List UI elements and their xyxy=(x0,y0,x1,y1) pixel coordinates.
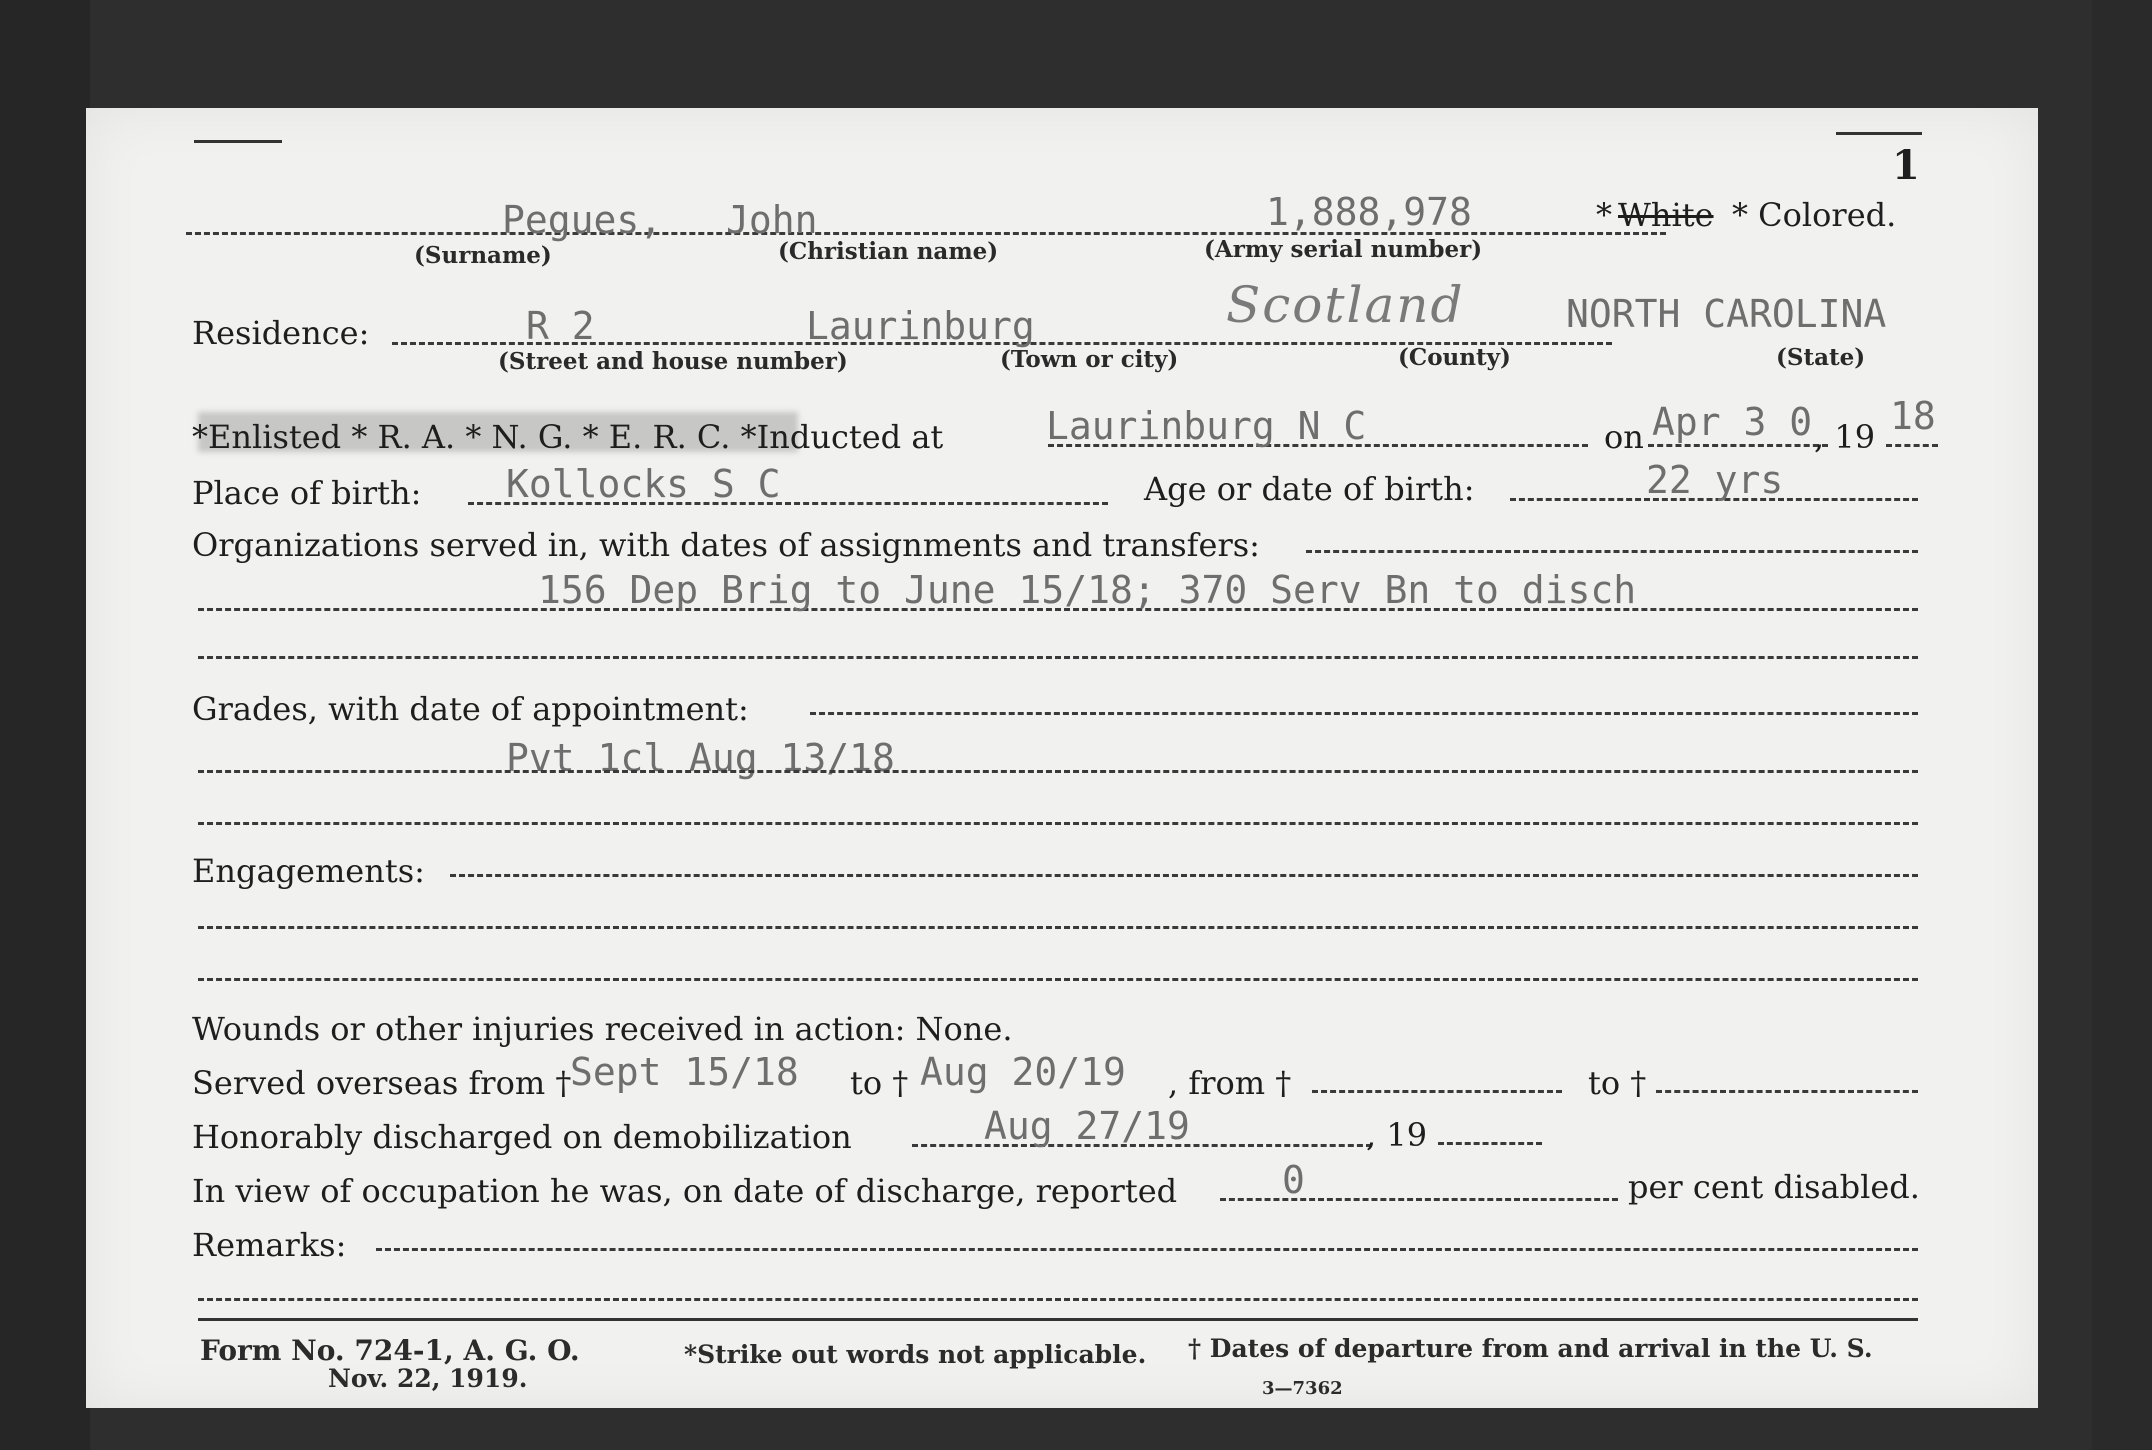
disabled-underline xyxy=(1220,1198,1618,1201)
organizations-underline-1 xyxy=(1306,550,1918,553)
print-code: 3—7362 xyxy=(1262,1378,1343,1399)
service-record-card xyxy=(86,108,2038,1408)
age-value: 22 yrs xyxy=(1646,458,1784,502)
inducted-date-underline xyxy=(1648,444,1828,447)
place-of-birth-label: Place of birth: xyxy=(192,474,422,512)
footer-rule xyxy=(198,1318,1918,1321)
inducted-at-value: Laurinburg N C xyxy=(1046,404,1367,448)
county-value: Scotland xyxy=(1226,276,1465,334)
caption-surname: (Surname) xyxy=(414,242,552,269)
discharge-label: Honorably discharged on demobilization xyxy=(192,1118,852,1156)
overseas-to2-label: to † xyxy=(1588,1064,1647,1102)
engagements-underline-3 xyxy=(198,978,1918,981)
organizations-underline-3 xyxy=(198,656,1918,659)
caption-county: (County) xyxy=(1398,344,1511,371)
grades-underline-1 xyxy=(810,712,1918,715)
strike-out-note: *Strike out words not applicable. xyxy=(684,1340,1147,1369)
inducted-date-value: Apr 3 0 xyxy=(1652,400,1813,444)
street-value: R 2 xyxy=(526,304,595,348)
caption-town: (Town or city) xyxy=(1000,346,1179,373)
overseas-to-label: to † xyxy=(850,1064,909,1102)
engagements-label: Engagements: xyxy=(192,852,425,890)
grades-underline-3 xyxy=(198,822,1918,825)
wounds-label: Wounds or other injuries received in action: None. xyxy=(192,1010,1013,1048)
scan-background-left xyxy=(0,0,90,1450)
christian-name-value: John xyxy=(726,198,818,242)
on-label: on xyxy=(1604,418,1644,456)
caption-christian-name: (Christian name) xyxy=(778,238,999,265)
occupation-label: In view of occupation he was, on date of discharge, reported xyxy=(192,1172,1178,1210)
serial-number-value: 1,888,978 xyxy=(1266,190,1472,234)
top-right-rule xyxy=(1836,132,1922,135)
caption-serial-number: (Army serial number) xyxy=(1204,236,1483,263)
surname-value: Pegues, xyxy=(502,198,663,242)
organizations-label: Organizations served in, with dates of assignments and transfers: xyxy=(192,526,1260,564)
form-number: Form No. 724-1, A. G. O. xyxy=(200,1334,580,1367)
age-label: Age or date of birth: xyxy=(1144,470,1475,508)
disabled-percent-value: 0 xyxy=(1282,1158,1305,1202)
grades-label: Grades, with date of appointment: xyxy=(192,690,749,728)
per-cent-disabled-label: per cent disabled. xyxy=(1628,1168,1920,1206)
race-white-struck: White xyxy=(1618,196,1714,234)
overseas-from2-underline xyxy=(1312,1090,1562,1093)
overseas-to-value: Aug 20/19 xyxy=(920,1050,1126,1094)
scan-background-right xyxy=(2092,0,2152,1450)
remarks-label: Remarks: xyxy=(192,1226,347,1264)
grades-value: Pvt 1cl Aug 13/18 xyxy=(506,736,895,780)
form-date: Nov. 22, 1919. xyxy=(328,1364,528,1393)
discharge-year-label: , 19 xyxy=(1366,1116,1428,1154)
overseas-from-value: Sept 15/18 xyxy=(570,1050,799,1094)
race-asterisk: * xyxy=(1596,196,1612,234)
inducted-year-value: 18 xyxy=(1890,394,1936,438)
dagger-note: † Dates of departure from and arrival in the U. S. xyxy=(1188,1334,1873,1363)
engagements-underline-2 xyxy=(198,926,1918,929)
overseas-to2-underline xyxy=(1656,1090,1918,1093)
inducted-year-label: , 19 xyxy=(1814,418,1876,456)
race-colored: * Colored. xyxy=(1732,196,1897,234)
caption-street: (Street and house number) xyxy=(498,348,848,375)
state-value: NORTH CAROLINA xyxy=(1566,292,1887,336)
residence-label: Residence: xyxy=(192,314,370,352)
engagements-underline-1 xyxy=(450,874,1918,877)
overseas-from2-label: , from † xyxy=(1168,1064,1292,1102)
discharge-year-underline xyxy=(1438,1142,1542,1145)
page-number: 1 xyxy=(1892,142,1920,189)
discharge-date-value: Aug 27/19 xyxy=(984,1104,1190,1148)
remarks-underline-2 xyxy=(198,1298,1918,1301)
grades-underline-2 xyxy=(198,770,1918,773)
inducted-year-underline xyxy=(1886,444,1938,447)
caption-state: (State) xyxy=(1776,344,1866,371)
overseas-from-label: Served overseas from † xyxy=(192,1064,572,1102)
place-of-birth-value: Kollocks S C xyxy=(506,462,781,506)
top-left-rule xyxy=(194,140,282,143)
organizations-value: 156 Dep Brig to June 15/18; 370 Serv Bn to disch xyxy=(538,568,1637,612)
remarks-underline-1 xyxy=(376,1248,1918,1251)
town-value: Laurinburg xyxy=(806,304,1035,348)
enlisted-label: *Enlisted * R. A. * N. G. * E. R. C. *Inducted at xyxy=(192,418,944,456)
